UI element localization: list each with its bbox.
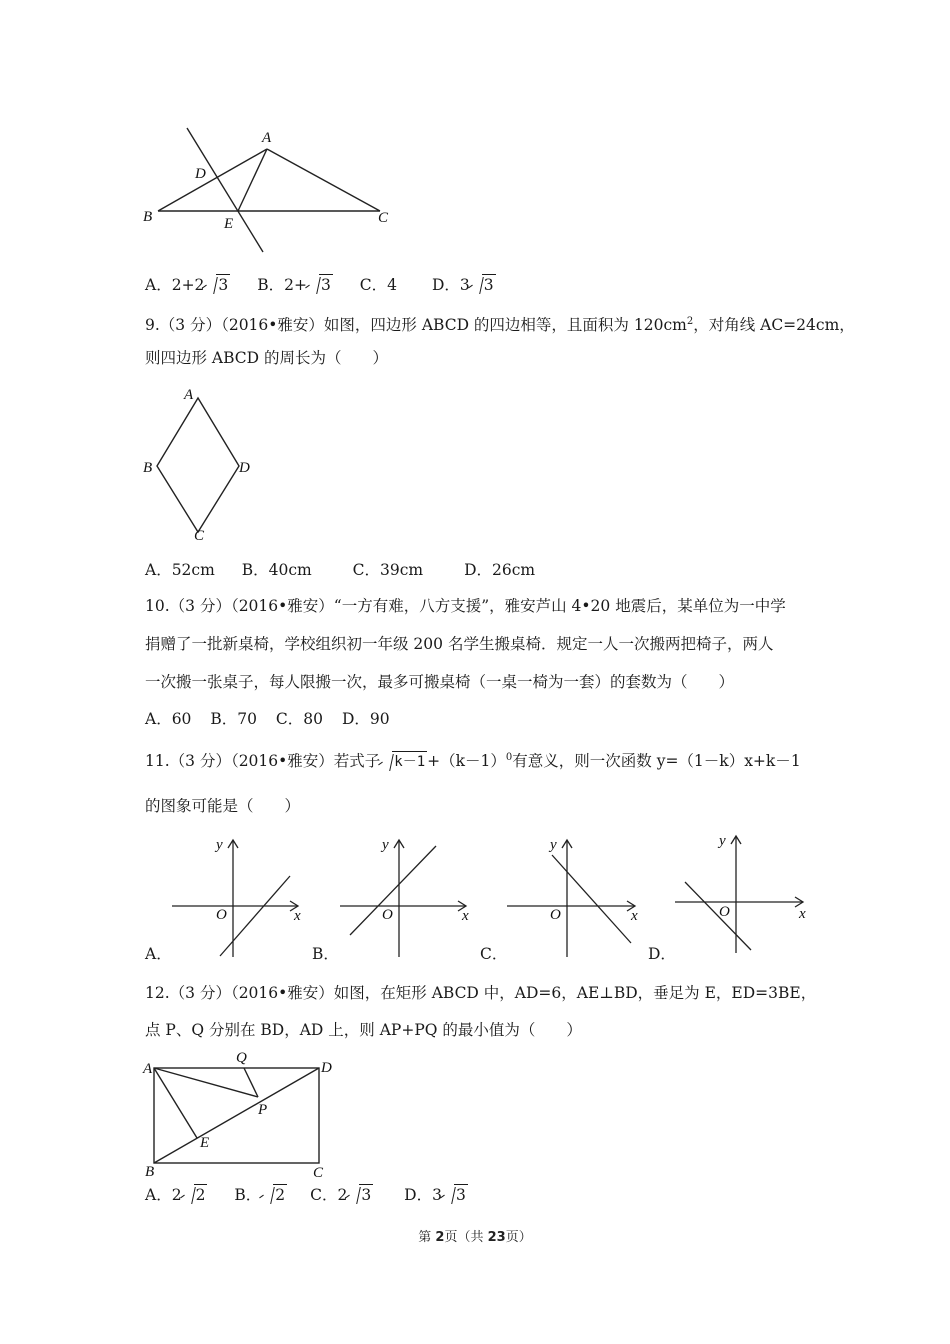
sqrt-symbol — [348, 1184, 373, 1205]
q12-option-a[interactable] — [145, 1184, 207, 1205]
q8-option-d-text: 3 — [459, 276, 470, 294]
q11-option-a[interactable]: A． — [145, 945, 172, 963]
q8-option-b-text: 2+ — [284, 276, 307, 294]
q12-stem-line1: 12.（3 分）（2016•雅安）如图，在矩形 ABCD 中，AD=6，AE⊥BD，垂足为 E，ED=3BE， — [145, 984, 817, 1002]
q12-label-e: E — [200, 1135, 210, 1151]
origin-label: O — [719, 904, 730, 920]
q12-option-b[interactable] — [234, 1184, 287, 1205]
q12-option-c-prefix: C． — [310, 1186, 338, 1204]
q12-option-d-text: 3 — [432, 1186, 442, 1204]
q12-option-a-text: 2 — [171, 1186, 182, 1204]
q12-diagonal-bd — [154, 1068, 319, 1163]
sqrt-symbol — [471, 274, 496, 295]
q10-stem-line1: 10.（3 分）（2016•雅安）“一方有难，八方支援”，雅安芦山 4•20 地震后，某单位为一中学 — [145, 597, 786, 615]
q11-stem-line1 — [145, 748, 801, 772]
q8-option-d-radicand: 3 — [483, 276, 494, 294]
y-label: y — [550, 837, 557, 853]
q10-option-b[interactable]: B．70 — [210, 710, 257, 728]
q8-label-d: D — [195, 166, 206, 182]
q8-label-c: C — [378, 210, 389, 226]
q8-option-b-radicand: 3 — [320, 276, 331, 294]
q11-graph-d[interactable] — [673, 828, 813, 958]
q11-stem-text-end: 有意义，则一次函数 y=（1－k）x+k－1 — [512, 752, 801, 771]
q8-option-a[interactable] — [145, 274, 230, 295]
q8-options — [145, 274, 518, 295]
q8-segment-ae — [238, 149, 267, 211]
q12-option-d-prefix: D． — [404, 1186, 433, 1204]
q11-stem-line2: 的图象可能是（ ） — [145, 797, 301, 815]
q10-stem-line2: 捐赠了一批新桌椅，学校组织初一年级 200 名学生搬桌椅．规定一人一次搬两把椅子，两人 — [145, 635, 774, 653]
q8-figure — [140, 120, 400, 260]
q8-line-perpendicular — [187, 128, 263, 252]
q12-label-d: D — [321, 1060, 332, 1076]
sqrt-symbol — [205, 274, 230, 295]
q12-option-d[interactable] — [404, 1184, 468, 1205]
graph-line — [552, 855, 631, 943]
q12-segment-pq — [244, 1068, 258, 1097]
q12-option-c-text: 2 — [337, 1186, 348, 1204]
q11-graph-c[interactable] — [505, 832, 645, 962]
q11-option-d[interactable]: D． — [648, 945, 676, 963]
q9-rhombus — [157, 398, 239, 532]
q12-figure — [140, 1044, 340, 1179]
q9-figure — [140, 382, 270, 547]
q9-stem-text: 9.（3 分）（2016•雅安）如图，四边形 ABCD 的四边相等，且面积为 120cm — [145, 316, 687, 335]
q9-label-d: D — [239, 460, 250, 476]
q9-option-a[interactable]: A．52cm — [145, 561, 215, 579]
x-label: x — [631, 908, 638, 924]
y-label: y — [719, 833, 726, 849]
q11-radicand: k－1 — [392, 751, 427, 772]
footer-total-pages: 23 — [487, 1230, 506, 1245]
origin-label: O — [216, 907, 227, 923]
q9-superscript: 2 — [686, 316, 694, 327]
q8-option-b[interactable] — [257, 274, 333, 295]
q12-label-q: Q — [236, 1050, 247, 1066]
sqrt-symbol — [308, 274, 333, 295]
q8-option-c-prefix: C． — [359, 276, 388, 294]
sqrt-symbol — [381, 751, 427, 772]
q11-stem-text: 11.（3 分）（2016•雅安）若式子 — [145, 752, 381, 771]
sqrt-symbol — [443, 1184, 468, 1205]
q12-label-p: P — [258, 1102, 268, 1118]
page-footer — [0, 1226, 950, 1245]
q8-side-ab — [158, 149, 267, 211]
q12-label-c: C — [313, 1165, 324, 1181]
q8-option-a-text: 2+2 — [171, 276, 205, 294]
footer-text-2: 页（共 — [444, 1230, 488, 1245]
q9-stem-line1 — [145, 312, 855, 335]
q10-option-c[interactable]: C．80 — [275, 710, 324, 728]
q12-option-b-prefix: B． — [234, 1186, 262, 1204]
origin-label: O — [550, 907, 561, 923]
q8-label-a: A — [262, 130, 272, 146]
q8-option-c-text: 4 — [387, 276, 398, 294]
q10-stem-line3: 一次搬一张桌子，每人限搬一次，最多可搬桌椅（一桌一椅为一套）的套数为（ ） — [145, 673, 735, 691]
q12-option-b-radicand: 2 — [275, 1186, 286, 1204]
q12-label-a: A — [143, 1061, 153, 1077]
q8-option-b-prefix: B． — [257, 276, 285, 294]
q12-option-a-prefix: A． — [145, 1186, 172, 1204]
x-label: x — [462, 908, 469, 924]
q8-option-a-prefix: A． — [145, 276, 172, 294]
q11-option-c[interactable]: C． — [480, 945, 508, 963]
q11-superscript: 0 — [505, 752, 513, 763]
x-label: x — [799, 906, 806, 922]
q11-stem-text-mid: +（k－1） — [427, 752, 506, 771]
q8-option-c[interactable] — [360, 275, 397, 295]
y-label: y — [216, 837, 223, 853]
q12-stem-line2: 点 P、Q 分别在 BD，AD 上，则 AP+PQ 的最小值为（ ） — [145, 1021, 582, 1039]
q9-label-c: C — [194, 528, 205, 544]
q9-label-b: B — [143, 460, 153, 476]
q9-stem-text-end: ，对角线 AC=24cm， — [693, 316, 855, 335]
q8-side-ac — [267, 149, 380, 211]
q12-option-c[interactable] — [310, 1184, 373, 1205]
q9-stem-line2: 则四边形 ABCD 的周长为（ ） — [145, 349, 389, 367]
graph-line — [685, 882, 751, 950]
q9-option-b[interactable]: B．40cm — [241, 561, 312, 579]
q10-options — [145, 709, 412, 729]
q10-option-d[interactable]: D．90 — [341, 710, 390, 728]
y-label: y — [382, 837, 389, 853]
q11-graph-a[interactable] — [170, 832, 310, 962]
q9-option-c[interactable]: C．39cm — [352, 561, 424, 579]
sqrt-symbol — [183, 1184, 208, 1205]
q11-graph-b[interactable] — [338, 832, 478, 962]
q8-option-a-radicand: 3 — [218, 276, 229, 294]
q12-option-c-radicand: 3 — [361, 1186, 372, 1204]
q11-option-b[interactable]: B． — [312, 945, 339, 963]
graph-line — [350, 846, 436, 935]
q9-option-d[interactable]: D．26cm — [464, 561, 536, 579]
q8-label-b: B — [143, 209, 153, 225]
q8-option-d[interactable] — [432, 274, 496, 295]
q10-option-a[interactable]: A．60 — [145, 710, 192, 728]
q9-options — [145, 560, 557, 580]
q12-options — [145, 1184, 490, 1205]
q9-label-a: A — [184, 387, 194, 403]
q8-option-d-prefix: D． — [431, 276, 460, 294]
q8-label-e: E — [224, 216, 234, 232]
footer-text-1: 第 — [418, 1230, 436, 1245]
footer-page-number: 2 — [435, 1230, 445, 1245]
q12-option-a-radicand: 2 — [195, 1186, 206, 1204]
origin-label: O — [382, 907, 393, 923]
q12-option-d-radicand: 3 — [455, 1186, 466, 1204]
graph-line — [220, 876, 290, 956]
q12-label-b: B — [145, 1164, 155, 1180]
x-label: x — [294, 908, 301, 924]
sqrt-symbol — [262, 1184, 287, 1205]
footer-text-3: 页） — [505, 1230, 532, 1245]
